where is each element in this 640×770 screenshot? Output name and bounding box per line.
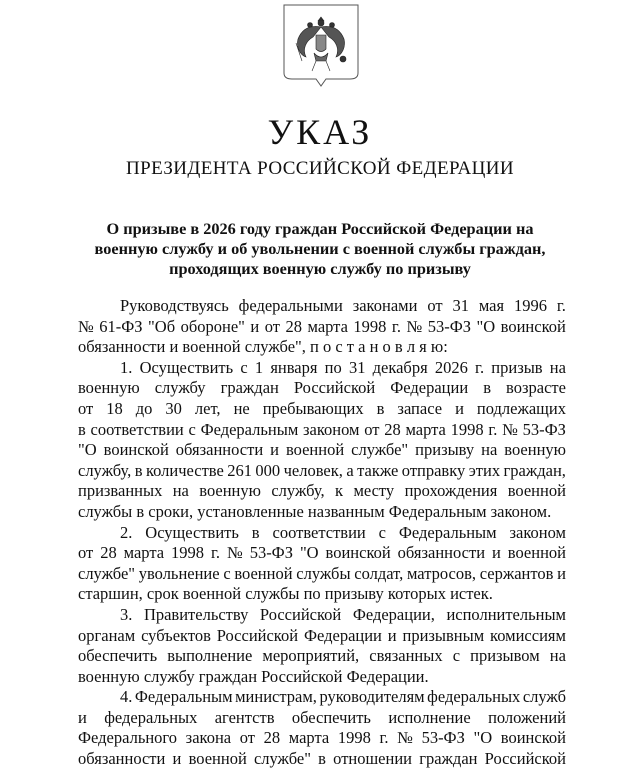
word: обязанности <box>78 749 166 769</box>
text-line <box>78 564 566 585</box>
word: службу, <box>271 481 325 501</box>
word: обязанности <box>175 440 264 460</box>
word: не <box>233 398 250 418</box>
word: 28 <box>285 316 302 336</box>
word: призванных <box>78 481 163 501</box>
word: г. <box>210 543 221 563</box>
word: службе" <box>253 749 311 769</box>
word: на <box>172 481 189 501</box>
word: на <box>481 440 498 460</box>
word: пребывающих <box>262 398 364 418</box>
word: военной <box>285 440 345 460</box>
word: военную <box>199 481 261 501</box>
word: от <box>427 296 443 315</box>
word: 53-ФЗ <box>249 543 293 563</box>
word: 53-ФЗ <box>421 728 465 748</box>
word: возрасте <box>506 378 566 398</box>
word: субъектов <box>141 625 211 645</box>
word: 30 <box>165 398 182 418</box>
word: матросов, <box>406 563 477 583</box>
word: 1998 <box>171 543 205 563</box>
word: "О <box>78 440 97 460</box>
word: военной <box>507 543 566 563</box>
word: в <box>376 398 385 418</box>
word: Российской <box>484 749 566 769</box>
word: человек, <box>283 460 343 480</box>
word: 4. <box>120 687 133 707</box>
word: марта <box>123 543 165 563</box>
word: 28 <box>263 728 281 748</box>
preamble-paragraph <box>78 296 566 358</box>
word: призывом <box>470 646 540 666</box>
word: 28 <box>384 419 401 439</box>
word: 1 <box>254 357 264 377</box>
word: законом <box>303 419 360 439</box>
word: Российской <box>216 625 299 645</box>
word: отправку <box>401 460 466 480</box>
word: воинской <box>500 316 566 336</box>
heading-line: проходящих военную службу по призыву <box>169 259 471 278</box>
word: и <box>387 625 397 645</box>
word: 1996 <box>513 296 547 315</box>
word: службу <box>154 378 206 398</box>
word: "О <box>473 728 493 748</box>
word: законом <box>509 522 566 542</box>
heading-line: военную службу и об увольнении с военной службы граждан, <box>94 239 546 258</box>
text-line <box>78 461 566 482</box>
word: Правительству <box>143 604 249 624</box>
text-line <box>78 358 566 379</box>
text-line <box>78 646 566 667</box>
word: 1998 <box>337 728 371 748</box>
word: Федерального <box>78 728 178 748</box>
word: № <box>502 419 518 439</box>
word: военной <box>507 481 566 501</box>
word: с <box>188 419 196 439</box>
word: до <box>135 398 153 418</box>
word: г. <box>391 316 401 336</box>
word: г. <box>379 728 389 748</box>
word: от <box>239 728 255 748</box>
word: Федерации, <box>352 604 435 624</box>
word: отношении <box>333 749 412 769</box>
word: Федеральным <box>200 419 299 439</box>
word: Российской <box>293 378 376 398</box>
word: службы <box>296 563 351 583</box>
text-line <box>78 296 566 317</box>
word: 61-ФЗ <box>99 316 143 336</box>
word: и <box>491 543 501 563</box>
word: "Об <box>148 316 176 336</box>
word: и <box>78 707 87 727</box>
word: руководителям <box>319 687 425 707</box>
word: воинской <box>500 728 566 748</box>
word: № <box>226 543 243 563</box>
word: и <box>250 316 260 336</box>
word: призыв <box>491 357 543 377</box>
word: федеральными <box>238 296 343 315</box>
word: обеспечить <box>78 646 158 666</box>
word: военную <box>504 440 566 460</box>
word: воинской <box>103 440 169 460</box>
word: 53-ФЗ <box>427 316 471 336</box>
document-subtitle: ПРЕЗИДЕНТА РОССИЙСКОЙ ФЕДЕРАЦИИ <box>126 158 514 179</box>
word: военной <box>234 563 293 583</box>
word: связанных <box>369 646 443 666</box>
word: № <box>78 316 94 336</box>
word: военной <box>188 749 247 769</box>
word: № <box>406 316 423 336</box>
word: месту <box>353 481 395 501</box>
word: 18 <box>106 398 123 418</box>
word: 000 <box>255 460 281 480</box>
word: марта <box>405 419 446 439</box>
word: лет, <box>194 398 221 418</box>
word: 31 <box>452 296 469 315</box>
word: федеральных <box>427 687 521 707</box>
word: призыву <box>415 440 475 460</box>
word: января <box>270 357 318 377</box>
coat-of-arms-emblem <box>280 3 362 88</box>
decree-body <box>78 296 566 770</box>
word: Осуществить <box>139 357 234 377</box>
word: 2. <box>120 522 133 542</box>
word: сержантов <box>479 563 554 583</box>
text-line: обязанности и военной службе", п о с т а н о в л я ю: <box>78 337 448 357</box>
word: положений <box>488 707 566 727</box>
document-title: УКАЗ <box>267 112 373 152</box>
word: мероприятий, <box>262 646 360 666</box>
decree-heading <box>0 219 640 279</box>
word: и <box>270 440 279 460</box>
word: 53-ФЗ <box>522 419 566 439</box>
text-line <box>78 605 566 626</box>
word: с <box>452 646 461 666</box>
word: соответствии <box>272 522 366 542</box>
word: 1998 <box>353 316 387 336</box>
clause-3 <box>78 605 566 687</box>
word: Осуществить <box>145 522 239 542</box>
word: декабря <box>372 357 428 377</box>
word: мая <box>478 296 505 315</box>
word: Руководствуясь <box>120 296 229 315</box>
word: с <box>240 357 248 377</box>
word: подлежащих <box>476 398 566 418</box>
word: закона <box>185 728 232 748</box>
word: увольнение <box>138 563 220 583</box>
word: в <box>134 460 143 480</box>
text-line <box>78 708 566 729</box>
word: служб <box>522 687 566 707</box>
word: солдат, <box>354 563 404 583</box>
word: прохождения <box>404 481 498 501</box>
text-line <box>78 523 566 544</box>
text-line <box>78 749 566 770</box>
word: в <box>251 522 260 542</box>
word: Федеральным <box>398 522 497 542</box>
word: обязанности <box>397 543 486 563</box>
word: службе" <box>78 563 136 583</box>
word: граждан, <box>503 460 566 480</box>
clause-1 <box>78 358 566 523</box>
text-line <box>78 420 566 441</box>
word: с <box>378 522 386 542</box>
word: 1998 <box>450 419 484 439</box>
word: Российской <box>259 604 342 624</box>
text-line <box>78 626 566 647</box>
word: в <box>318 749 326 769</box>
word: выполнение <box>167 646 253 666</box>
word: от <box>78 398 94 418</box>
word: марта <box>307 316 348 336</box>
word: обеспечить <box>291 707 371 727</box>
word: 1. <box>120 357 133 377</box>
word: в <box>78 419 86 439</box>
word: министрам, <box>235 687 317 707</box>
word: призывным <box>402 625 485 645</box>
word: 2026 <box>434 357 468 377</box>
word: "О <box>299 543 319 563</box>
word: Федерации <box>390 378 469 398</box>
text-line: службы в сроки, установленные названным Федеральным законом. <box>78 501 552 521</box>
word: на <box>549 357 566 377</box>
word: "О <box>476 316 496 336</box>
word: г. <box>556 296 566 315</box>
word: этих <box>468 460 501 480</box>
word: военную <box>78 378 140 398</box>
word: Федеральным <box>134 687 233 707</box>
heading-line: О призыве в 2026 году граждан Российской Федерации на <box>106 219 534 238</box>
clause-2 <box>78 523 566 605</box>
word: и <box>172 749 182 769</box>
text-line <box>78 440 566 461</box>
word: исполнение <box>388 707 471 727</box>
word: 3. <box>120 604 133 624</box>
word: по <box>324 357 342 377</box>
text-line: старшин, срок военной службы по призыву которых истек. <box>78 584 493 604</box>
word: службу, <box>78 460 132 480</box>
word: от <box>78 543 94 563</box>
word: законами <box>352 296 418 315</box>
text-line <box>78 399 566 420</box>
word: комиссиям <box>490 625 566 645</box>
word: агентств <box>214 707 275 727</box>
text-line: военную службу граждан Российской Федерации. <box>78 666 429 686</box>
word: 28 <box>100 543 117 563</box>
word: г. <box>488 419 498 439</box>
word: количестве <box>145 460 224 480</box>
word: также <box>357 460 399 480</box>
text-line <box>78 481 566 502</box>
word: марта <box>288 728 330 748</box>
text-line <box>78 728 566 749</box>
text-line <box>78 543 566 564</box>
word: № <box>397 728 413 748</box>
word: граждан <box>220 378 279 398</box>
text-line <box>78 317 566 338</box>
word: федеральных <box>104 707 198 727</box>
word: соответствии <box>90 419 184 439</box>
word: 31 <box>348 357 366 377</box>
text-line <box>78 687 566 708</box>
text-line <box>78 378 566 399</box>
word: Федерации <box>303 625 382 645</box>
word: к <box>335 481 344 501</box>
word: исполнительным <box>446 604 566 624</box>
word: в <box>483 378 492 398</box>
word: граждан <box>419 749 478 769</box>
word: с <box>223 563 231 583</box>
word: органам <box>78 625 136 645</box>
word: запасе <box>397 398 443 418</box>
word: а <box>346 460 354 480</box>
word: и <box>455 398 464 418</box>
clause-4 <box>78 687 566 769</box>
word: от <box>264 316 280 336</box>
word: от <box>364 419 380 439</box>
word: обороне" <box>180 316 245 336</box>
word: г. <box>475 357 485 377</box>
word: воинской <box>325 543 391 563</box>
word: 261 <box>227 460 252 480</box>
word: на <box>549 646 566 666</box>
word: службе" <box>351 440 409 460</box>
word: и <box>557 563 566 583</box>
